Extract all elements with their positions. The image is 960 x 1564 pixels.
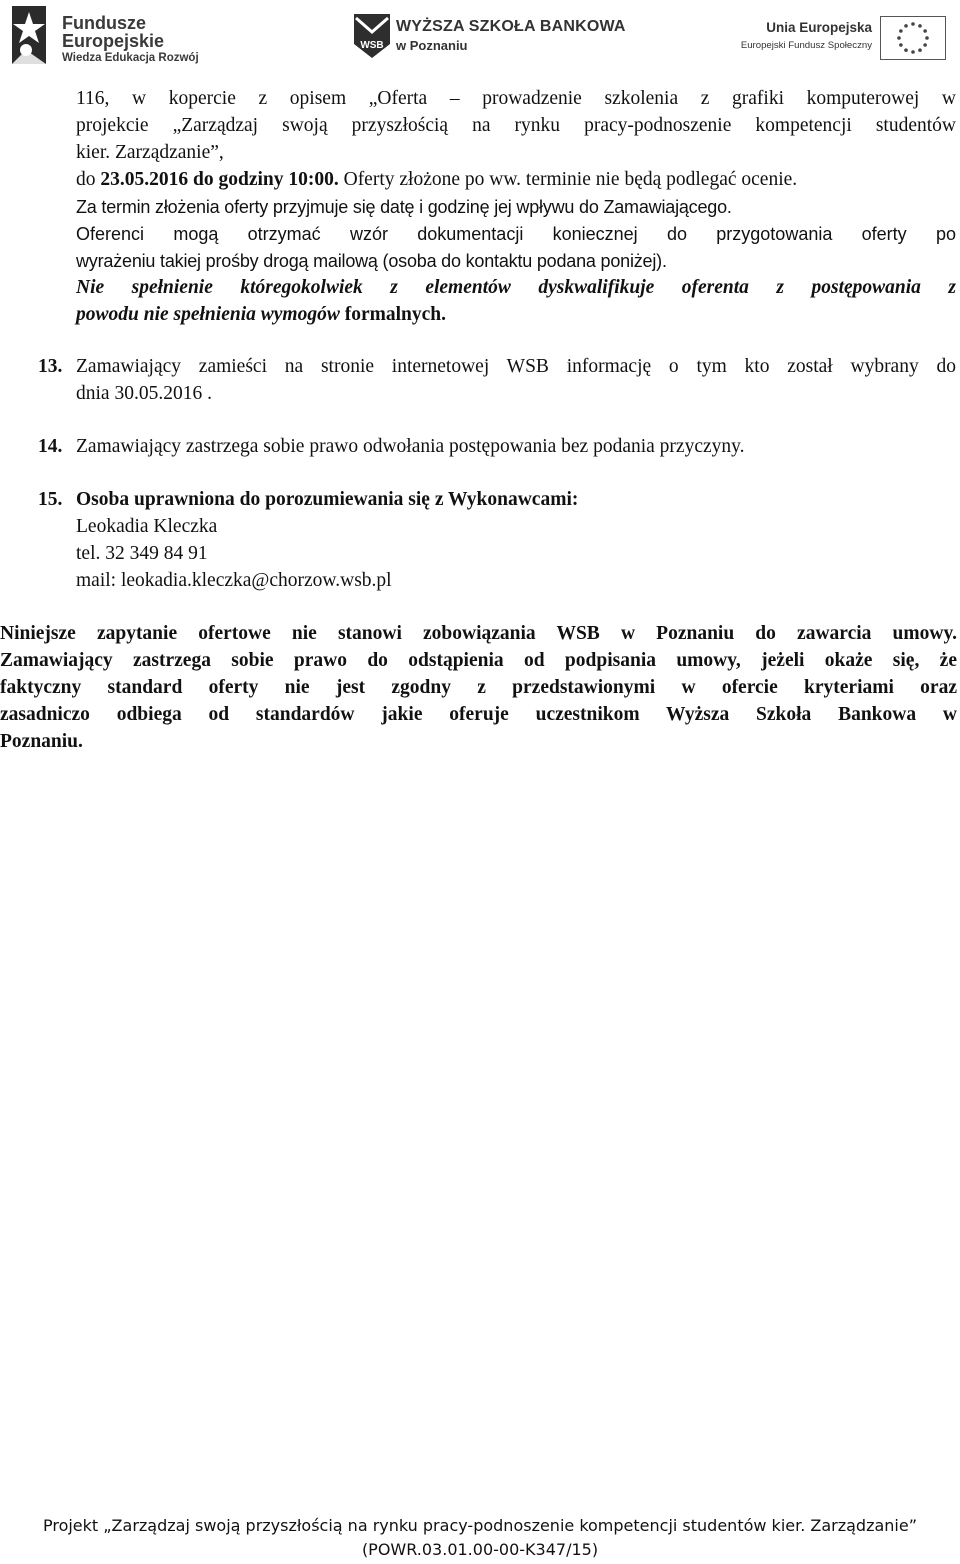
p12-deadline-prefix: do — [76, 169, 101, 190]
p12-line-1: 116, w kopercie z opisem „Oferta – prowadzenie szkolenia z grafiki komputerowej w — [76, 88, 956, 109]
eu-star-icon — [925, 36, 929, 40]
eu-star-icon — [923, 43, 927, 47]
p12-line-7: wyrażeniu takiej prośby drogą mailową (osoba do kontaktu podana poniżej). — [76, 251, 667, 271]
fundusze-europejskie-logo — [12, 4, 202, 66]
fe-star-emblem-icon — [12, 6, 48, 64]
p12-line-6: Oferenci mogą otrzymać wzór dokumentacji koniecznej do przygotowania oferty po — [76, 224, 956, 244]
fe-logo-title: Fundusze Europejskie — [62, 13, 165, 51]
p12-disqualification-line: Nie spełnienie któregokolwiek z elementów dyskwalifikuje oferenta z postępowania z — [76, 277, 956, 298]
eu-star-icon — [923, 29, 927, 33]
notice-line-5: Poznaniu. — [0, 731, 83, 752]
eu-star-icon — [904, 48, 908, 52]
wsb-mark-text: WSB — [360, 40, 384, 51]
p12-line-5: Za termin złożenia oferty przyjmuje się datę i godzinę jej wpływu do Zamawiającego. — [76, 197, 732, 217]
notice-line-4: zasadniczo odbiega od standardów jakie oferuje uczestnikom Wyższa Szkoła Bankowa w — [0, 704, 957, 725]
notice-line-2: Zamawiający zastrzega sobie prawo do odstąpienia od podpisania umowy, jeżeli okaże się, że — [0, 650, 957, 671]
p15-number: 15. — [38, 489, 63, 510]
p12-formal-italic: powodu nie spełnienia wymogów — [76, 304, 340, 325]
eu-star-icon — [899, 29, 903, 33]
eu-star-icon — [897, 36, 901, 40]
notice-line-3: faktyczny standard oferty nie jest zgodny z przedstawionymi w ofercie kryteriami oraz — [0, 677, 957, 698]
p13-number: 13. — [38, 356, 63, 377]
fe-logo-subtitle: Wiedza Edukacja Rozwój — [62, 52, 199, 64]
eu-star-icon — [918, 24, 922, 28]
contact-email: mail: leokadia.kleczka@chorzow.wsb.pl — [76, 570, 392, 591]
p12-line-3: kier. Zarządzanie”, — [76, 142, 224, 163]
p12-deadline-date: 23.05.2016 do godziny 10:00. — [100, 169, 339, 190]
p12-formal-line — [76, 302, 956, 328]
eu-flag-icon — [880, 16, 946, 60]
p14-number: 14. — [38, 436, 63, 457]
wsb-logo-title: WYŻSZA SZKOŁA BANKOWA — [396, 18, 626, 35]
contact-name: Leokadia Kleczka — [76, 516, 218, 537]
p13-line-2: dnia 30.05.2016 . — [76, 383, 212, 404]
ue-logo-subtitle: Europejski Fundusz Społeczny — [740, 40, 872, 51]
notice-line-1: Niniejsze zapytanie ofertowe nie stanowi zobowiązania WSB w Poznaniu do zawarcia umowy. — [0, 623, 957, 644]
p12-deadline-line — [76, 167, 956, 193]
eu-star-icon — [911, 50, 915, 54]
eu-star-icon — [904, 24, 908, 28]
contact-phone: tel. 32 349 84 91 — [76, 543, 208, 564]
p12-line-2: projekcie „Zarządzaj swoją przyszłością na rynku pracy-podnoszenie kompetencji studentów — [76, 115, 956, 136]
wsb-logo-subtitle: w Poznaniu — [396, 38, 468, 53]
eu-star-icon — [918, 48, 922, 52]
p15-heading: Osoba uprawniona do porozumiewania się z Wykonawcami: — [76, 489, 579, 510]
footer-project-code: (POWR.03.01.00-00-K347/15) — [361, 1540, 599, 1559]
p12-deadline-rest: Oferty złożone po ww. terminie nie będą podlegać ocenie. — [338, 169, 798, 190]
p12-formal-bold: formalnych. — [339, 304, 446, 325]
eu-star-icon — [899, 43, 903, 47]
wsb-logo — [354, 14, 624, 60]
footer-project-title: Projekt „Zarządzaj swoją przyszłością na rynku pracy-podnoszenie kompetencji studentów kier. Zarządzanie” — [42, 1516, 918, 1535]
wsb-shield-icon — [354, 14, 390, 58]
p14-line-1: Zamawiający zastrzega sobie prawo odwołania postępowania bez podania przyczyny. — [76, 436, 745, 457]
eu-star-icon — [911, 22, 915, 26]
p13-line-1: Zamawiający zamieści na stronie internetowej WSB informację o tym kto został wybrany do — [76, 356, 956, 377]
unia-europejska-logo — [740, 16, 952, 62]
ue-logo-title: Unia Europejska — [766, 20, 872, 35]
